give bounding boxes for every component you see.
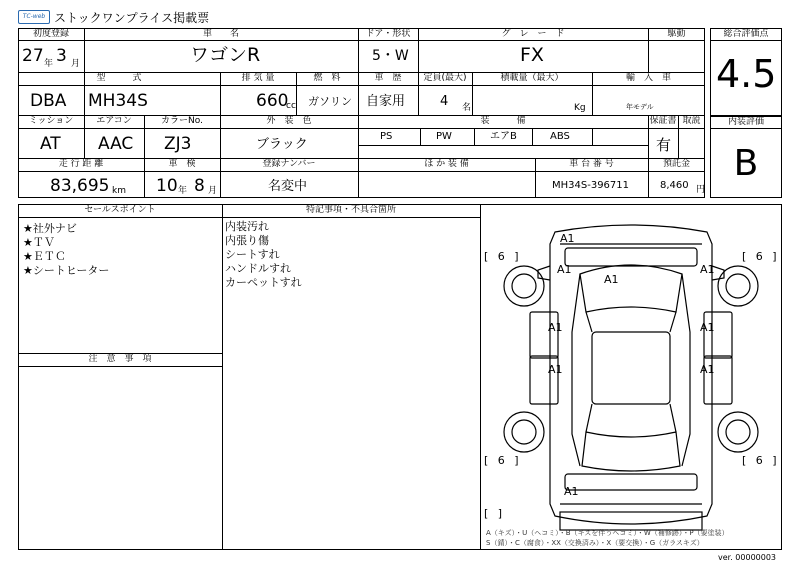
car-damage-diagram [480, 204, 782, 550]
label-overall-score: 総合評価点 [723, 29, 769, 39]
spare-tire-score: [ ] [484, 507, 506, 520]
label-max-load: 積載量（最大） [500, 73, 564, 83]
label-capacity: 定員(最大) [423, 73, 467, 83]
label-caution: 注 意 事 項 [88, 354, 152, 364]
warranty-value: 有 [656, 136, 672, 154]
list-item: ハンドルすれ [225, 262, 291, 275]
history-value: 自家用 [366, 94, 406, 109]
wheel-rear-left [504, 412, 544, 452]
windshield [580, 265, 682, 312]
roof [592, 332, 670, 404]
tire-score: [ 6 ] [484, 454, 522, 467]
label-reg-number: 登録ナンバー [262, 159, 316, 169]
tire-score: [ 6 ] [742, 454, 780, 467]
list-item: ★ＥＴＣ [23, 250, 66, 263]
sales-points-list [23, 222, 109, 278]
label-other-equipment: ほ か 装 備 [424, 159, 469, 169]
exterior-color-value: ブラック [256, 137, 308, 152]
label-history: 車 歴 [374, 73, 402, 83]
year-unit: 年 [44, 59, 54, 69]
label-interior-score: 内装評価 [727, 117, 764, 127]
label-grade: グ レ ー ド [501, 29, 565, 39]
damage-mark: A1 [700, 363, 715, 376]
list-item: 内張り傷 [225, 234, 269, 247]
damage-mark: A1 [548, 363, 563, 376]
capacity-unit: 名 [462, 103, 472, 113]
deposit-unit: 円 [696, 185, 706, 195]
list-item: ★社外ナビ [23, 222, 77, 235]
label-mileage: 走 行 距 離 [58, 159, 104, 169]
door-type-value: 5・W [372, 48, 409, 64]
header-logo: TC-web [18, 10, 50, 24]
tire-score: [ 6 ] [484, 250, 522, 263]
label-color-no: カラーNo. [161, 116, 203, 126]
info-table [18, 28, 705, 198]
page-title: ストックワンプライス掲載票 [54, 11, 210, 25]
damage-mark: A1 [560, 232, 575, 245]
equipment-item: PW [436, 131, 452, 142]
displacement-unit: cc [286, 101, 296, 111]
label-deposit: 預託金 [662, 159, 690, 169]
damage-mark: A1 [700, 321, 715, 334]
damage-legend: S（錆）・C（腐食）・XX（交換済み）・X（要交換）・G（ガラスキズ） [486, 539, 704, 547]
equipment-item: PS [380, 131, 393, 142]
deposit-value: 8,460 [660, 180, 689, 191]
equipment-item: ABS [550, 131, 570, 142]
label-warranty: 保証書 [649, 116, 677, 126]
label-model: 型 式 [96, 73, 142, 83]
model-value: MH34S [88, 91, 148, 111]
equipment-item: エアB [490, 131, 517, 142]
list-item: シートすれ [225, 248, 280, 261]
mileage-unit: km [112, 186, 126, 196]
damage-mark: A1 [604, 273, 619, 286]
car-name-value: ワゴンR [190, 44, 261, 66]
load-unit: Kg [574, 103, 586, 113]
overall-score-value: 4.5 [716, 52, 777, 96]
label-car-name: 車 名 [202, 29, 239, 39]
label-manual: 取説 [682, 116, 701, 126]
label-door-type: ドア・形状 [365, 29, 411, 39]
label-drive: 駆動 [667, 29, 686, 39]
mission-value: AT [40, 134, 61, 154]
inspection-year: 10 [156, 176, 178, 196]
label-exterior-color: 外 装 色 [266, 116, 312, 126]
damage-legend: A（キズ）・U（ヘコミ）・B（キズを伴うヘコミ）・W（補修跡）・P（要塗装） [486, 529, 729, 537]
label-equipment: 装 備 [480, 116, 526, 126]
damage-mark: A1 [564, 485, 579, 498]
import-unit: 年モデル [626, 103, 654, 111]
first-reg-year: 27 [22, 46, 44, 66]
label-first-reg: 初度登録 [32, 29, 69, 39]
label-inspection: 車 検 [168, 159, 196, 169]
color-no-value: ZJ3 [164, 134, 192, 154]
list-item: カーペットすれ [225, 276, 302, 289]
label-import: 輸 入 車 [625, 73, 671, 83]
list-item: ★シートヒーター [23, 264, 110, 277]
tire-score: [ 6 ] [742, 250, 780, 263]
wheel-front-left [504, 266, 544, 306]
label-displacement: 排 気 量 [241, 73, 275, 83]
year-unit: 年 [178, 186, 188, 196]
car-body-outline [550, 225, 712, 524]
label-special-notes: 特記事項・不具合箇所 [305, 205, 396, 215]
month-unit: 月 [208, 186, 218, 196]
rear-window [582, 432, 680, 471]
reg-number-value: 名変中 [268, 179, 308, 194]
first-reg-month: 3 [56, 46, 67, 66]
interior-score-value: B [733, 143, 759, 184]
capacity-value: 4 [440, 94, 449, 109]
label-mission: ミッション [28, 116, 74, 126]
label-chassis-no: 車 台 番 号 [569, 159, 614, 169]
chassis-no-value: MH34S-396711 [552, 180, 630, 191]
damage-mark: A1 [557, 263, 572, 276]
wheel-front-right [718, 266, 758, 306]
damage-mark: A1 [548, 321, 563, 334]
grade-value: FX [520, 44, 544, 66]
inspection-month: 8 [194, 176, 205, 196]
fuel-value: ガソリン [308, 95, 352, 108]
damage-mark: A1 [700, 263, 715, 276]
label-aircon: エアコン [96, 116, 132, 126]
version-label: ver. 00000003 [718, 553, 777, 562]
label-sales-points: セールスポイント [84, 205, 156, 215]
list-item: ★ＴＶ [23, 236, 55, 249]
model-prefix-value: DBA [30, 91, 67, 111]
wheel-rear-right [718, 412, 758, 452]
special-notes-list [225, 220, 302, 290]
month-unit: 月 [71, 59, 81, 69]
label-fuel: 燃 料 [313, 73, 341, 83]
aircon-value: AAC [98, 134, 134, 154]
mileage-value: 83,695 [50, 176, 110, 196]
list-item: 内装汚れ [225, 220, 269, 233]
displacement-value: 660 [256, 91, 289, 111]
